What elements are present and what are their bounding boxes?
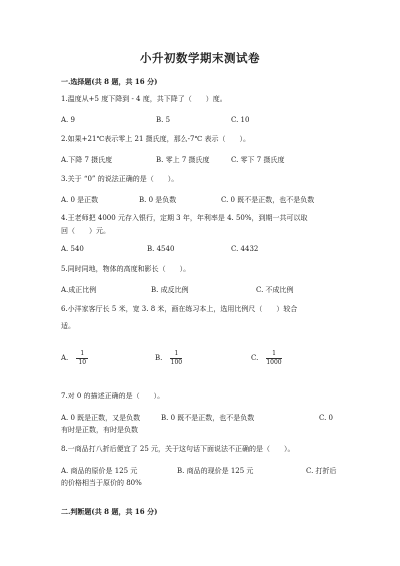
option-a bbox=[61, 350, 88, 366]
fraction-numerator: 1 bbox=[272, 350, 276, 357]
option-c-continued: 的价格相当于原价的 80% bbox=[61, 479, 142, 487]
option-c-continued: 有时是正数，有时是负数 bbox=[61, 426, 138, 434]
section-heading-judgment: 二.判断题(共 8 题，共 16 分) bbox=[61, 507, 158, 516]
option-c: C. 10 bbox=[231, 116, 250, 124]
question-1: 1.温度从+5 度下降到 - 4 度，共下降了（ ）度。 bbox=[61, 95, 227, 103]
option-c: C. 零下 7 摄氏度 bbox=[231, 156, 285, 164]
option-c: C. 打折后 bbox=[306, 467, 337, 475]
option-a: A. 商品的原价是 125 元 bbox=[61, 467, 138, 475]
option-c: C. 0 既不是正数，也不是负数 bbox=[221, 196, 315, 204]
option-c: C. 0 bbox=[319, 414, 334, 422]
fraction-denominator: 10 bbox=[78, 359, 87, 366]
option-c bbox=[251, 350, 282, 366]
fraction-denominator: 1000 bbox=[266, 359, 282, 366]
option-b: B. 0 既不是正数，也不是负数 bbox=[161, 414, 255, 422]
fraction bbox=[170, 350, 182, 366]
option-label: A. bbox=[61, 354, 69, 362]
question-6-line-2: 适。 bbox=[61, 322, 75, 330]
option-c: C. 4432 bbox=[231, 245, 259, 253]
option-b: B. 零上 7 摄氏度 bbox=[156, 156, 210, 164]
fraction bbox=[76, 350, 88, 366]
fraction bbox=[266, 350, 281, 366]
question-4-line-1: 4.王老师把 4000 元存入银行，定期 3 年，年利率是 4. 50%，到期一共可以取 bbox=[61, 214, 308, 222]
option-a: A. 9 bbox=[61, 116, 75, 124]
option-a: A. 540 bbox=[61, 245, 84, 253]
fraction-numerator: 1 bbox=[80, 350, 85, 357]
question-6-line-1: 6.小洋家客厅长 5 米，宽 3. 8 米，画在练习本上，选用比例尺（ ）较合 bbox=[61, 305, 298, 313]
option-a: A.成正比例 bbox=[61, 286, 97, 294]
section-heading-choice: 一.选择题(共 8 题，共 16 分) bbox=[61, 77, 158, 86]
question-3: 3.关于 “0” 的说法正确的是（ ）。 bbox=[61, 175, 179, 183]
option-label: C. bbox=[251, 354, 259, 362]
option-b: B. 成反比例 bbox=[151, 286, 189, 294]
fraction-numerator: 1 bbox=[174, 350, 179, 357]
option-b: B. 0 是负数 bbox=[139, 196, 177, 204]
page-title: 小升初数学期末测试卷 bbox=[140, 51, 260, 65]
question-4-line-2: 回（ ）元。 bbox=[61, 227, 110, 235]
question-7: 7.对 0 的描述正确的是（ ）。 bbox=[61, 392, 165, 400]
option-label: B. bbox=[155, 354, 163, 362]
option-b: B. 商品的现价是 125 元 bbox=[177, 467, 254, 475]
option-a: A. 0 既是正数，又是负数 bbox=[61, 414, 141, 422]
option-b bbox=[155, 350, 182, 366]
question-8: 8.一商品打八折后便宜了 25 元，关于这句话下面说法不正确的是（ ）。 bbox=[61, 445, 295, 453]
option-c: C. 不成比例 bbox=[256, 286, 294, 294]
option-b: B. 5 bbox=[156, 116, 171, 124]
option-a: A.下降 7 摄氏度 bbox=[61, 156, 113, 164]
question-2: 2.如果+21℃表示零上 21 摄氏度，那么-7℃ 表示（ ）。 bbox=[61, 135, 251, 143]
fraction-denominator: 100 bbox=[170, 359, 183, 366]
option-b: B. 4540 bbox=[147, 245, 175, 253]
question-5: 5.同时同地，物体的高度和影长（ ）。 bbox=[61, 265, 191, 273]
option-a: A. 0 是正数 bbox=[61, 196, 99, 204]
